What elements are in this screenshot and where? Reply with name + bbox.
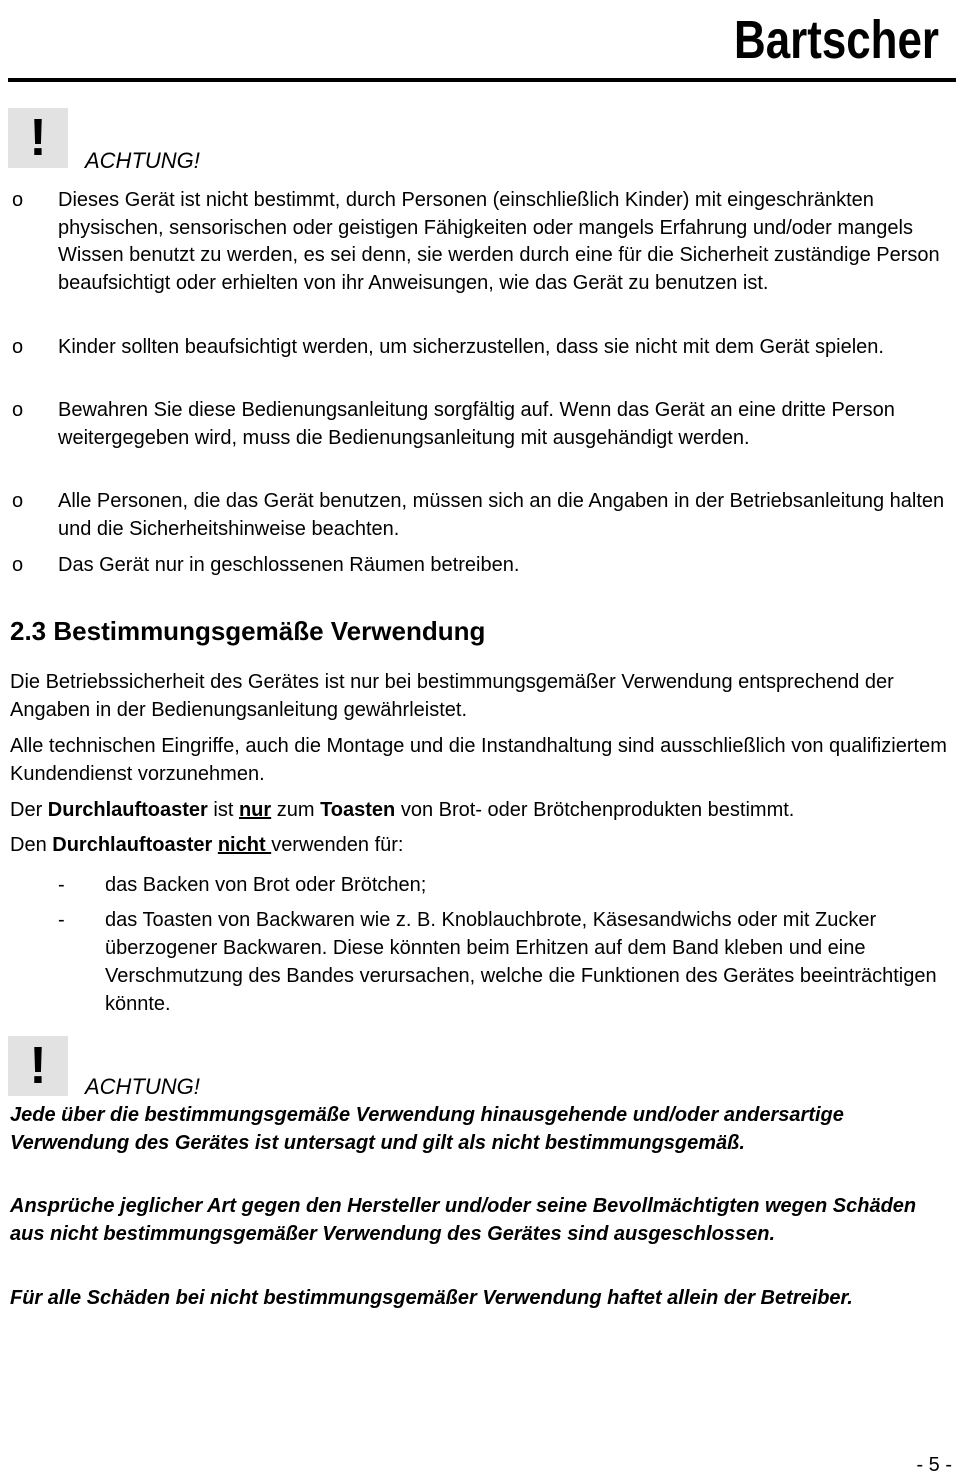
list-item-text: das Toasten von Backwaren wie z. B. Knoblauchbrote, Käsesandwichs oder mit Zucker überzogener Backwaren. Diese könnten beim Erhitzen auf dem Band kleben und eine Verschmutzung des Bandes verursachen, welche die Funktionen des Gerätes beeinträchtigen könnte.: [105, 909, 937, 1015]
warning-paragraph: Jede über die bestimmungsgemäße Verwendung hinausgehende und/oder andersartige Verwendung des Gerätes ist untersagt und gilt als nicht bestimmungsgemäß.: [10, 1104, 844, 1154]
text-run: Den: [10, 834, 53, 856]
list-item: [12, 488, 947, 543]
paragraph: Alle technischen Eingriffe, auch die Montage und die Instandhaltung sind ausschließlich von qualifiziertem Kundendienst vorzunehmen.: [10, 735, 947, 785]
list-item: [58, 906, 938, 1018]
list-item: [12, 552, 947, 580]
list-item-text: Dieses Gerät ist nicht bestimmt, durch Personen (einschließlich Kinder) mit eingeschränkten physischen, sensorischen oder geistigen Fähigkeiten oder mangels Erfahrung und/oder mangels Wissen benutzt zu werden, es sei denn, sie werden durch eine für die Sicherheit zuständige Person beaufsichtigt oder erhielten von ihr Anweisungen, wie das Gerät zu benutzen ist.: [58, 189, 940, 294]
paragraph: Die Betriebssicherheit des Gerätes ist nur bei bestimmungsgemäßer Verwendung entsprechend der Angaben in der Bedienungsanleitung gewährleistet.: [10, 671, 894, 721]
text-run: von Brot- oder Brötchenprodukten bestimmt.: [395, 799, 795, 821]
bullet-marker: o: [12, 336, 24, 358]
warning-icon: [8, 1036, 68, 1096]
page-number: - 5 -: [916, 1454, 952, 1476]
section-heading: 2.3 Bestimmungsgemäße Verwendung: [10, 616, 486, 646]
list-item-text: Das Gerät nur in geschlossenen Räumen betreiben.: [58, 554, 520, 576]
paragraph: [10, 831, 955, 859]
paragraph: [10, 796, 955, 824]
bullet-marker: o: [12, 554, 24, 576]
bullet-marker: o: [12, 490, 24, 512]
text-run: verwenden für:: [271, 834, 404, 856]
bullet-marker: o: [12, 189, 24, 211]
warning-glyph: !: [29, 109, 47, 167]
dash-marker: -: [58, 874, 65, 896]
text-run: zum: [271, 799, 321, 821]
list-item-text: Bewahren Sie diese Bedienungsanleitung sorgfältig auf. Wenn das Gerät an eine dritte Person weitergegeben wird, muss die Bedienungsanleitung mit ausgehändigt werden.: [58, 399, 895, 449]
bartscher-logo: [734, 6, 944, 66]
text-run-bold: Durchlauftoaster: [52, 834, 213, 856]
bullet-marker: o: [12, 399, 24, 421]
brand-name: Bartscher: [734, 10, 939, 66]
text-run-underlined: nicht: [217, 834, 272, 856]
text-run-bold: Toasten: [320, 799, 396, 821]
text-run: Der: [10, 799, 48, 821]
text-run-underlined: nur: [238, 799, 272, 821]
warning-paragraph: Für alle Schäden bei nicht bestimmungsgemäßer Verwendung haftet allein der Betreiber.: [10, 1287, 853, 1309]
header-rule: [8, 78, 956, 82]
list-item: [12, 187, 947, 297]
list-item: [58, 871, 938, 899]
text-run-bold: Durchlauftoaster: [47, 799, 208, 821]
list-item-text: das Backen von Brot oder Brötchen;: [105, 874, 427, 896]
warning-icon: [8, 108, 68, 168]
warning-paragraph: Ansprüche jeglicher Art gegen den Hersteller und/oder seine Bevollmächtigten wegen Schäden aus nicht bestimmungsgemäßer Verwendung des Gerätes sind ausgeschlossen.: [10, 1195, 917, 1245]
list-item-text: Alle Personen, die das Gerät benutzen, müssen sich an die Angaben in der Betriebsanleitung halten und die Sicherheitshinweise beachten.: [58, 490, 945, 540]
list-item: [12, 334, 947, 362]
text-run: ist: [207, 799, 239, 821]
list-item: [12, 397, 947, 452]
warning-label: ACHTUNG!: [85, 1074, 200, 1099]
list-item-text: Kinder sollten beaufsichtigt werden, um sicherzustellen, dass sie nicht mit dem Gerät spielen.: [58, 336, 884, 358]
dash-marker: -: [58, 909, 65, 931]
warning-label: ACHTUNG!: [85, 148, 200, 173]
warning-glyph: !: [29, 1037, 47, 1095]
